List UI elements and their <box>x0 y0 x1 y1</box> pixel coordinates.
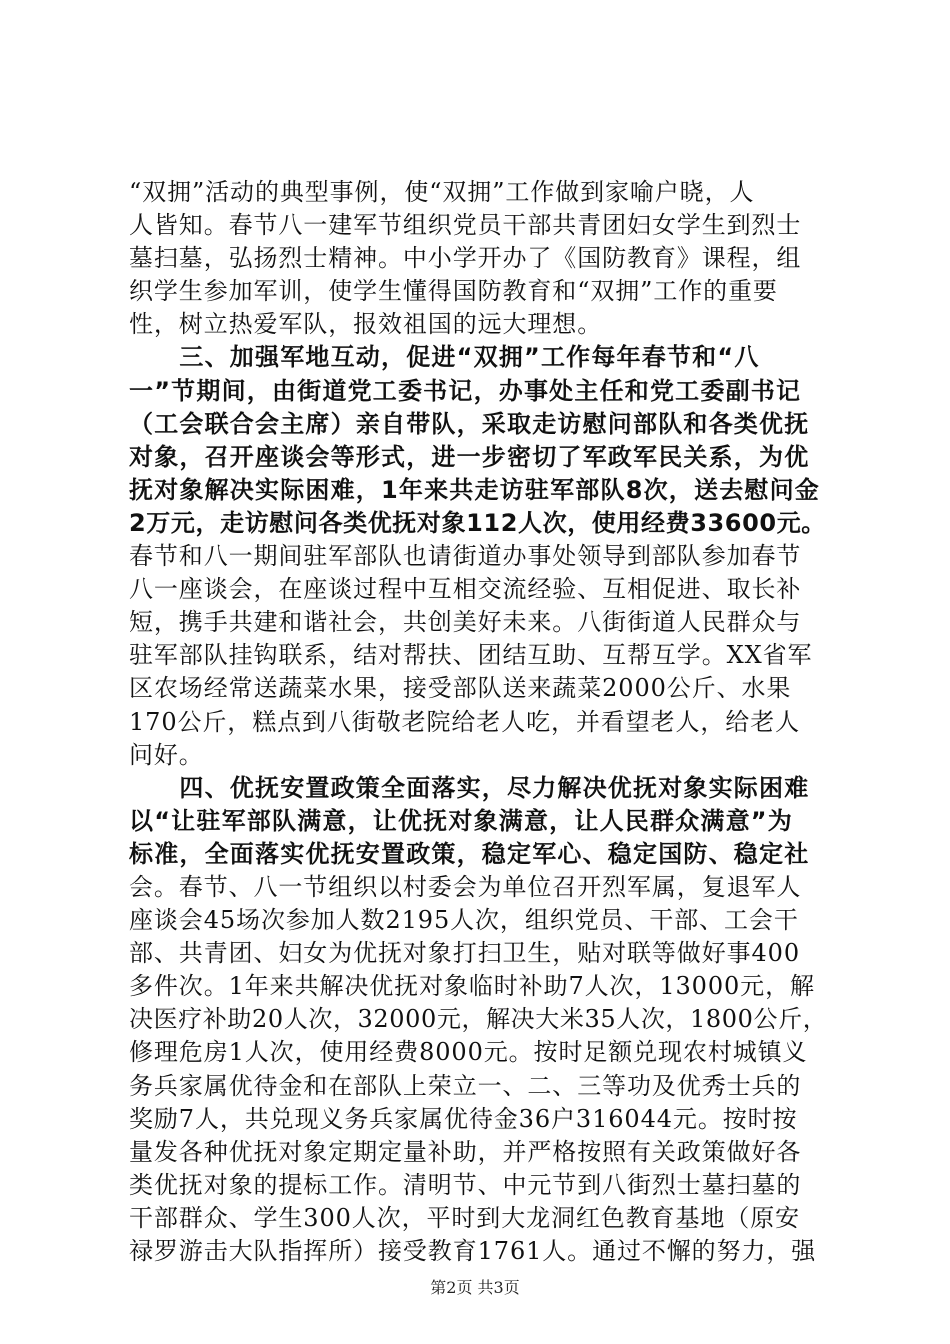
text-line: 短，携手共建和谐社会，共创美好未来。八街街道人民群众与 <box>129 608 802 637</box>
text-line: 区农场经常送蔬菜水果，接受部队送来蔬菜2000公斤、水果 <box>129 674 792 703</box>
text-line: 人皆知。春节八一建军节组织党员干部共青团妇女学生到烈士 <box>129 211 802 240</box>
text-line: 对象，召开座谈会等形式，进一步密切了军政军民关系，为优 <box>129 442 810 471</box>
document-body <box>129 176 829 1268</box>
text-line: 八一座谈会，在座谈过程中互相交流经验、互相促进、取长补 <box>129 575 802 604</box>
text-line: 驻军部队挂钩联系，结对帮扶、团结互助、互帮互学。XX省军 <box>129 641 813 670</box>
text-line: 2万元，走访慰问各类优抚对象112人次，使用经费33600元。 <box>129 508 826 537</box>
text-line: 标准，全面落实优抚安置政策，稳定军心、稳定国防、稳定社 <box>129 839 810 868</box>
text-line: 春节和八一期间驻军部队也请街道办事处领导到部队参加春节 <box>129 542 802 571</box>
text-line: 决医疗补助20人次，32000元，解决大米35人次，1800公斤， <box>129 1005 828 1034</box>
text-line: （工会联合会主席）亲自带队，采取走访慰问部队和各类优抚 <box>129 409 810 438</box>
text-line: 部、共青团、妇女为优抚对象打扫卫生，贴对联等做好事400 <box>129 939 801 968</box>
text-line: 干部群众、学生300人次，平时到大龙洞红色教育基地（原安 <box>129 1203 801 1232</box>
text-line: 三、加强军地互动，促进“双拥”工作每年春节和“八 <box>129 343 760 372</box>
text-line: 性，树立热爱军队，报效祖国的远大理想。 <box>129 310 603 339</box>
text-line: 织学生参加军训，使学生懂得国防教育和“双拥”工作的重要 <box>129 277 778 306</box>
text-line: 四、优抚安置政策全面落实，尽力解决优抚对象实际困难 <box>129 773 810 802</box>
text-line: 抚对象解决实际困难，1年来共走访驻军部队8次，送去慰问金 <box>129 475 820 504</box>
text-line: 170公斤，糕点到八街敬老院给老人吃，并看望老人，给老人 <box>129 707 801 736</box>
text-line: 墓扫墓，弘扬烈士精神。中小学开办了《国防教育》课程，组 <box>129 244 802 273</box>
text-line: 一”节期间，由街道党工委书记，办事处主任和党工委副书记 <box>129 376 802 405</box>
text-line: “双拥”活动的典型事例，使“双拥”工作做到家喻户晓，人 <box>129 178 755 206</box>
text-line: 务兵家属优待金和在部队上荣立一、二、三等功及优秀士兵的 <box>129 1071 802 1100</box>
text-line: 修理危房1人次，使用经费8000元。按时足额兑现农村城镇义 <box>129 1038 808 1067</box>
text-line: 问好。 <box>129 740 204 769</box>
text-line: 座谈会45场次参加人数2195人次，组织党员、干部、工会干 <box>129 906 799 935</box>
text-line: 以“让驻军部队满意，让优抚对象满意，让人民群众满意”为 <box>129 806 793 835</box>
text-line: 奖励7人，共兑现义务兵家属优待金36户316044元。按时按 <box>129 1104 798 1133</box>
text-line: 禄罗游击大队指挥所）接受教育1761人。通过不懈的努力，强 <box>129 1237 817 1265</box>
text-line: 会。春节、八一节组织以村委会为单位召开烈军属，复退军人 <box>129 872 802 901</box>
text-line: 类优抚对象的提标工作。清明节、中元节到八街烈士墓扫墓的 <box>129 1170 802 1199</box>
text-line: 量发各种优抚对象定期定量补助，并严格按照有关政策做好各 <box>129 1137 802 1166</box>
page-number-footer: 第2页 共3页 <box>430 1278 520 1297</box>
text-line: 多件次。1年来共解决优抚对象临时补助7人次，13000元，解 <box>129 972 815 1001</box>
